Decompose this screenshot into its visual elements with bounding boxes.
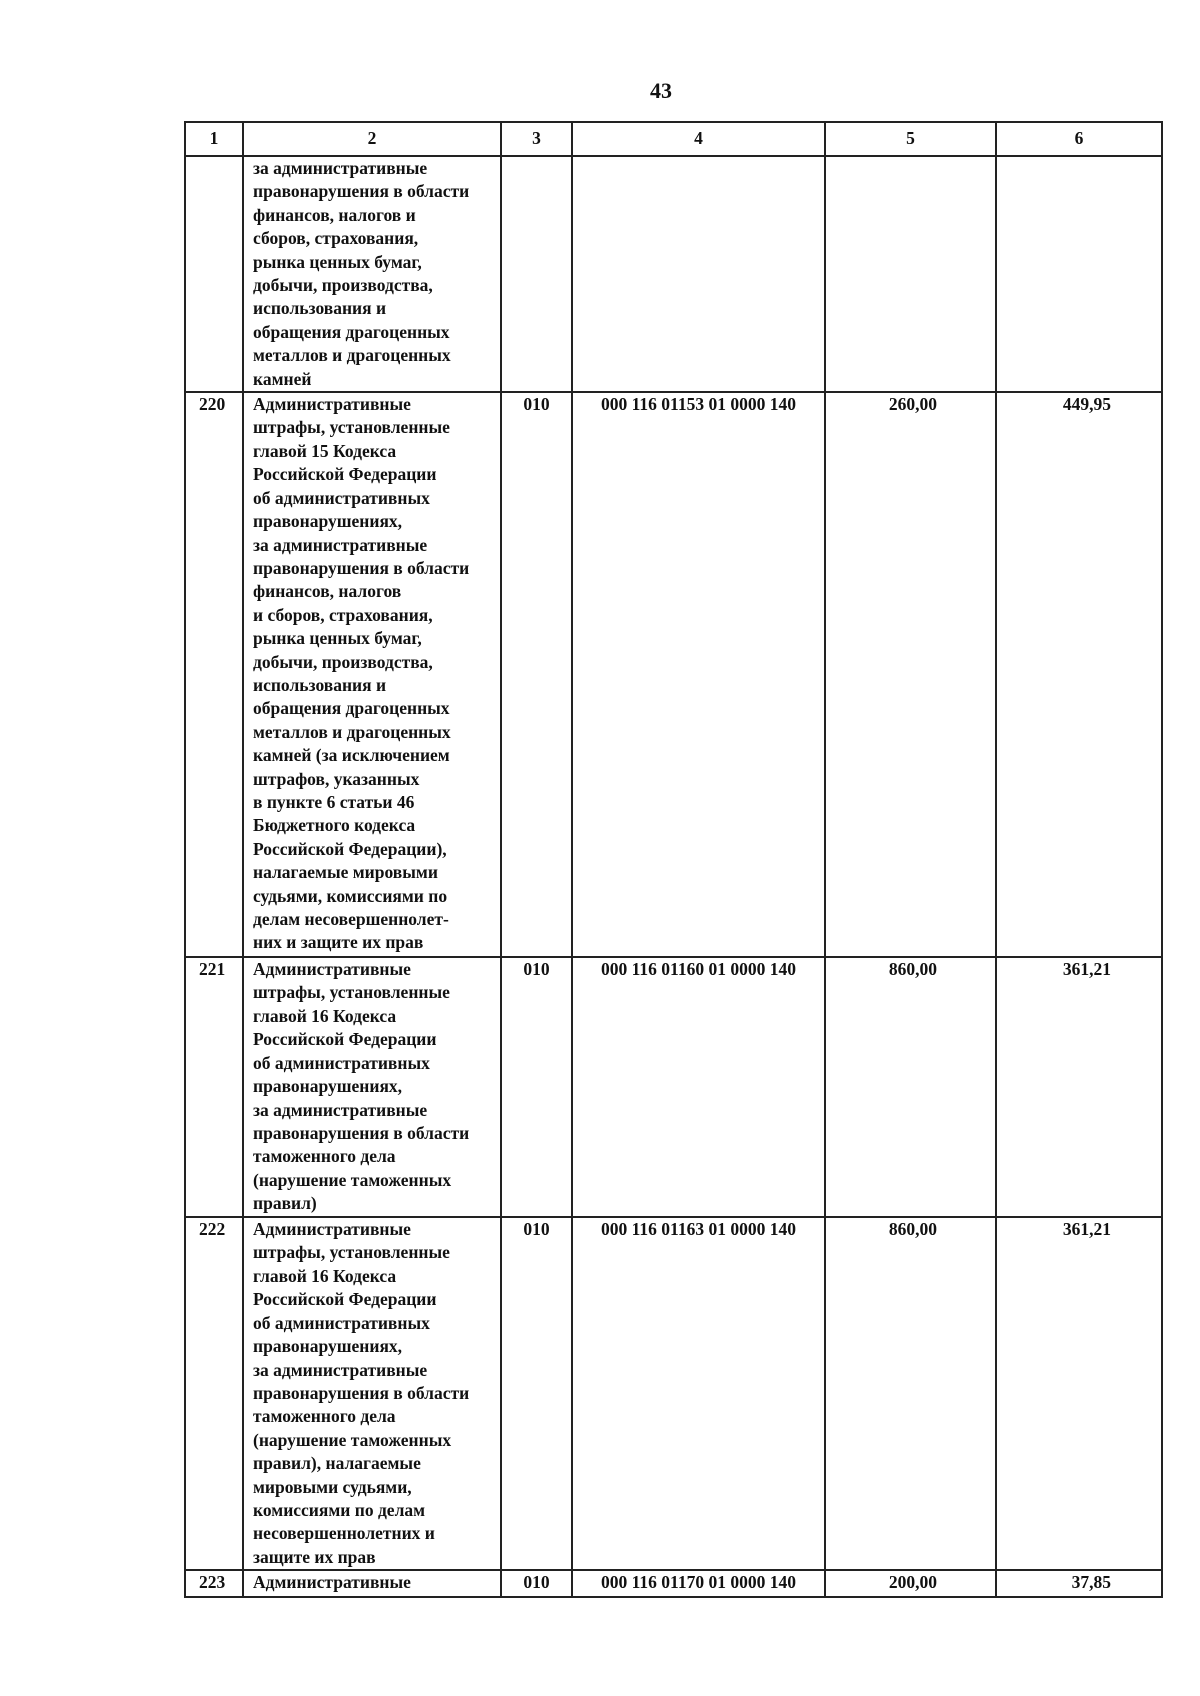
row-description: Административные штрафы, установленные главой 16 Кодекса Российской Федерации об административных правонарушениях, за административные правонарушения в области таможенного дела (нарушение таможенных правил), налагаемые мировыми судьями, комиссиями по делам несовершеннолетних и защите их прав — [243, 1217, 501, 1570]
row-admin-code: 010 — [501, 1217, 572, 1570]
row-number: 221 — [185, 957, 243, 1217]
row-value-6: 361,21 — [996, 957, 1162, 1217]
row-number: 223 — [185, 1570, 243, 1597]
table-row — [185, 392, 1162, 957]
row-number: 220 — [185, 392, 243, 957]
row-value-5: 200,00 — [825, 1570, 996, 1597]
page-number: 43 — [650, 78, 672, 103]
row-kbk-code: 000 116 01163 01 0000 140 — [572, 1217, 825, 1570]
row-kbk-code — [572, 156, 825, 392]
row-kbk-code: 000 116 01170 01 0000 140 — [572, 1570, 825, 1597]
table-row — [185, 1217, 1162, 1570]
header-cell: 6 — [996, 122, 1162, 156]
row-description: Административные штрафы, установленные главой 16 Кодекса Российской Федерации об административных правонарушениях, за административные правонарушения в области таможенного дела (нарушение таможенных правил) — [243, 957, 501, 1217]
row-value-5: 860,00 — [825, 957, 996, 1217]
header-cell: 2 — [243, 122, 501, 156]
row-admin-code — [501, 156, 572, 392]
row-value-6 — [996, 156, 1162, 392]
header-cell: 1 — [185, 122, 243, 156]
row-description: за административные правонарушения в области финансов, налогов и сборов, страхования, рынка ценных бумаг, добычи, производства, использования и обращения драгоценных металлов и драгоценных камней — [243, 156, 501, 392]
row-value-5 — [825, 156, 996, 392]
table-row — [185, 1570, 1162, 1597]
header-cell: 3 — [501, 122, 572, 156]
row-value-6: 37,85 — [996, 1570, 1162, 1597]
header-cell: 4 — [572, 122, 825, 156]
row-description: Административные — [243, 1570, 501, 1597]
header-cell: 5 — [825, 122, 996, 156]
row-kbk-code: 000 116 01153 01 0000 140 — [572, 392, 825, 957]
table-row — [185, 957, 1162, 1217]
row-kbk-code: 000 116 01160 01 0000 140 — [572, 957, 825, 1217]
row-admin-code: 010 — [501, 957, 572, 1217]
row-number: 222 — [185, 1217, 243, 1570]
table-header-row — [185, 122, 1162, 156]
row-number — [185, 156, 243, 392]
row-description: Административные штрафы, установленные главой 15 Кодекса Российской Федерации об административных правонарушениях, за административные правонарушения в области финансов, налогов и сборов, страхования, рынка ценных бумаг, добычи, производства, использования и обращения драгоценных металлов и драгоценных камней (за исключением штрафов, указанных в пункте 6 статьи 46 Бюджетного кодекса Российской Федерации), налагаемые мировыми судьями, комиссиями по делам несовершеннолет- них и защите их прав — [243, 392, 501, 957]
row-admin-code: 010 — [501, 392, 572, 957]
row-value-6: 361,21 — [996, 1217, 1162, 1570]
row-value-5: 260,00 — [825, 392, 996, 957]
row-value-6: 449,95 — [996, 392, 1162, 957]
budget-table — [184, 121, 1163, 1598]
table-row — [185, 156, 1162, 392]
row-value-5: 860,00 — [825, 1217, 996, 1570]
row-admin-code: 010 — [501, 1570, 572, 1597]
